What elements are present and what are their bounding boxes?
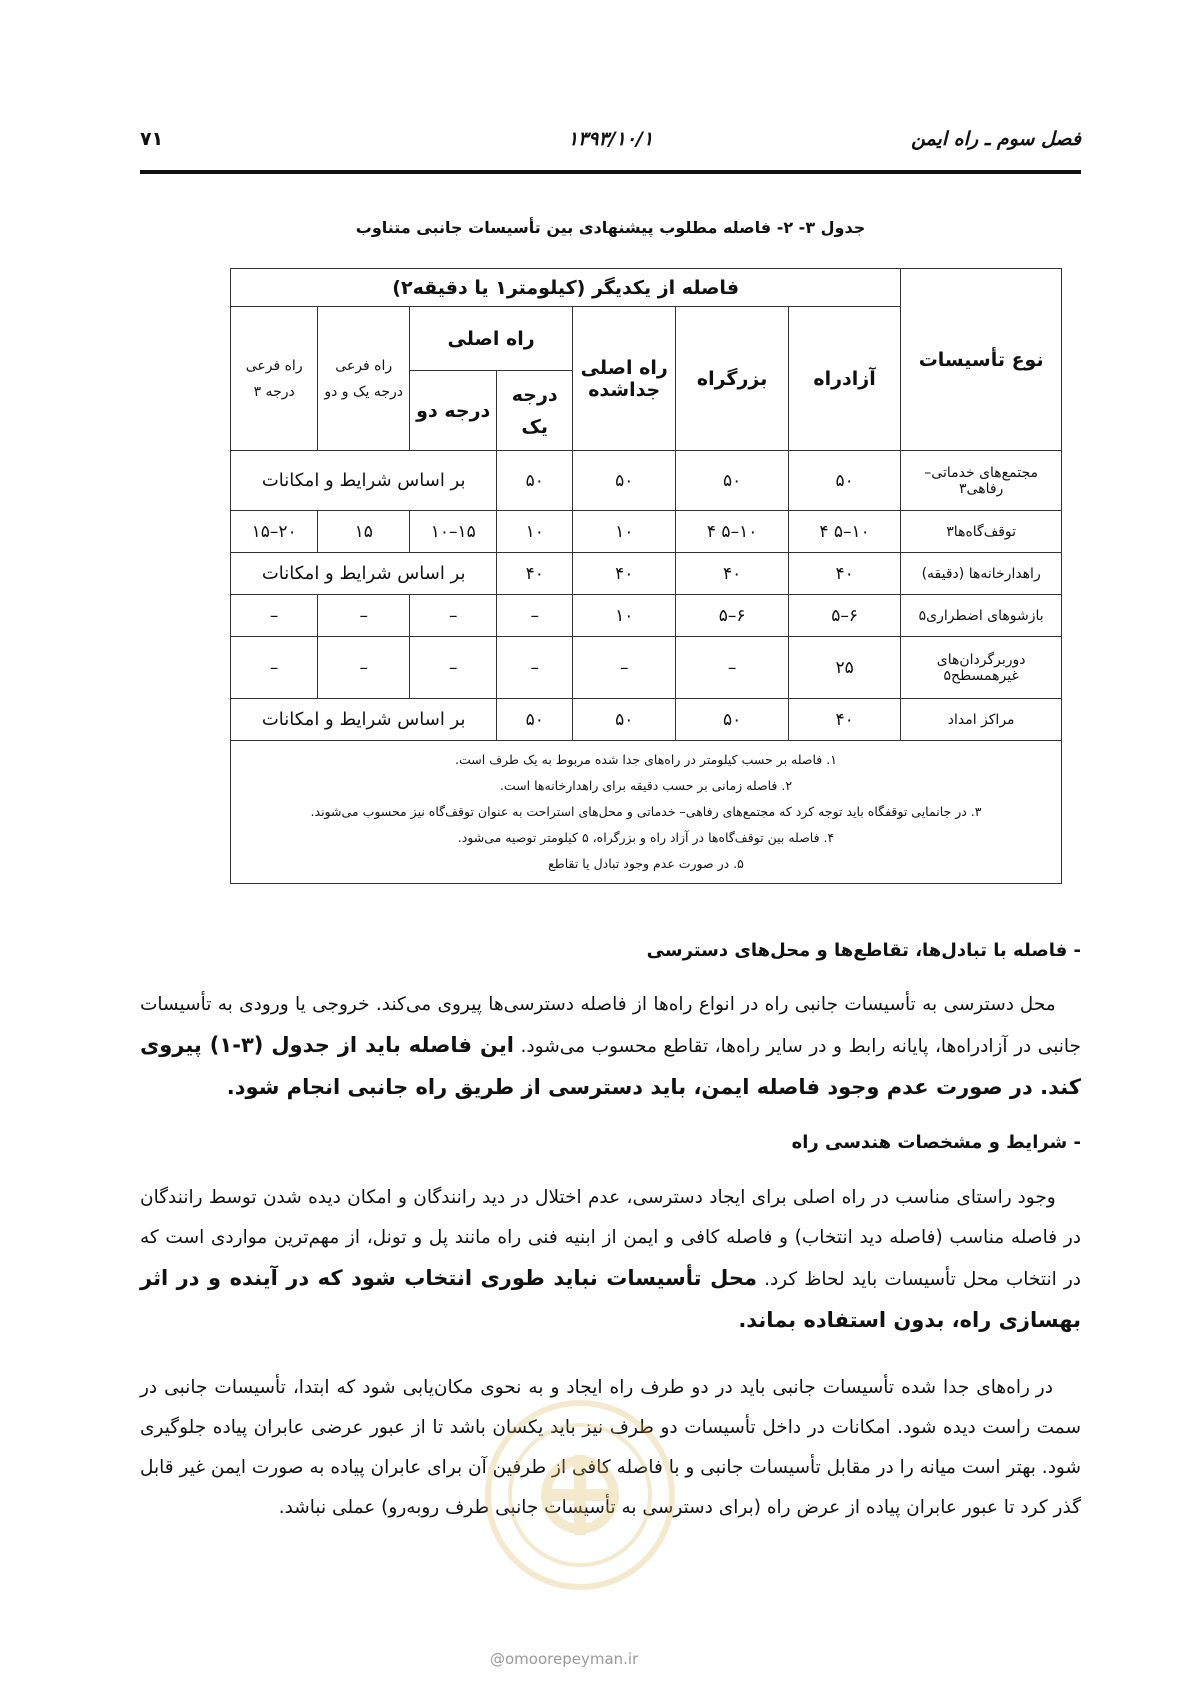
table-cell: ۶–۵ (676, 595, 788, 637)
row-label: مراکز امداد (901, 699, 1062, 741)
table-cell: ۵۰ (676, 451, 788, 511)
col-header-type: نوع تأسیسات (901, 269, 1062, 451)
section-heading: - فاصله با تبادل‌ها، تقاطع‌ها و محل‌های دسترسی (646, 940, 1081, 961)
table-cell: ۵۰ (573, 699, 676, 741)
facilities-distance-table (230, 268, 1062, 884)
paragraph-text: در راه‌های جدا شده تأسیسات جانبی باید در دو طرف راه ایجاد و به نحوی مکان‌یابی شود که ابتدا، تأسیسات جانبی در سمت راست دیده شود. امکانات در داخل تأسیسات دو طرف نیز باید یکسان باشد تا از عبور عرضی عابران پیاده جلوگیری شود. بهتر است میانه را در مقابل تأسیسات جانبی و با فاصله کافی از طرفین آن برای عابران پیاده به صورت ایمن غیر قابل گذر کرد تا عبور عابران پیاده از عرض راه (برای دسترسی به تأسیسات جانبی طرف روبه‌رو) عملی نباشد. (140, 1377, 1081, 1518)
table-cell: – (318, 595, 410, 637)
col-header-grade2: درجه دو (410, 371, 497, 451)
table-cell: ۴۰ (788, 699, 900, 741)
table-row (231, 451, 1062, 511)
table-cell: ۵۰ (497, 451, 573, 511)
table-cell: ۴۰ (573, 553, 676, 595)
table-cell: ۵۰ (573, 451, 676, 511)
table-cell: ۵۰ (788, 451, 900, 511)
col-header-group: فاصله از یکدیگر (کیلومتر۱ یا دقیقه۲) (231, 269, 901, 307)
table-cell: – (497, 595, 573, 637)
chapter-title: فصل سوم ـ راه ایمن (911, 128, 1081, 150)
table-note: ۴. فاصله بین توقف‌گاه‌ها در آزاد راه و بزرگراه، ۵ کیلومتر توصیه می‌شود. (457, 830, 835, 845)
section-paragraph (140, 1178, 1081, 1342)
table-cell: ۲۵ (788, 637, 900, 699)
table-row (231, 595, 1062, 637)
col-header-grade1: درجه یک (497, 371, 573, 451)
row-label: مجتمع‌های خدماتی– رفاهی۳ (901, 451, 1062, 511)
table-cell: ۴۰ (788, 553, 900, 595)
table-cell: ۱۰ (573, 511, 676, 553)
header-rule (140, 170, 1081, 174)
table-row (231, 511, 1062, 553)
table-cell: ۱۵ (318, 511, 410, 553)
paragraph-text: وجود راستای مناسب در راه اصلی برای ایجاد دسترسی، عدم اختلال در دید رانندگان و امکان دیده شدن توسط رانندگان در فاصله مناسب (فاصله دید انتخاب) و فاصله کافی و ایمن از ابنیه فنی راه مانند پل و تونل، از مهم‌ترین مواردی است که در انتخاب محل تأسیسات باید لحاظ کرد. (140, 1187, 1081, 1290)
row-label: بازشوهای اضطراری۵ (901, 595, 1062, 637)
table-row (231, 553, 1062, 595)
col-header-secondary12: راه فرعی درجه یک و دو (318, 307, 410, 451)
table-note: ۱. فاصله بر حسب کیلومتر در راه‌های جدا شده مربوط به یک طرف است. (455, 752, 837, 767)
table-cell: – (497, 637, 573, 699)
table-cell: ۲۰–۱۵ (231, 511, 318, 553)
running-header (140, 128, 1081, 168)
watermark-seal-icon (480, 1395, 680, 1595)
table-cell: ۱۵–۱۰ (410, 511, 497, 553)
table-cell: – (231, 595, 318, 637)
table-cell: ۶–۵ (788, 595, 900, 637)
row-label: راهدارخانه‌ها (دقیقه) (901, 553, 1062, 595)
header-date: ۱۳۹۳/۱۰/۱ (567, 128, 654, 150)
row-label: توقف‌گاه‌ها۳ (901, 511, 1062, 553)
paragraph-text: محل دسترسی به تأسیسات جانبی راه در انواع راه‌ها از فاصله دسترسی‌ها پیروی می‌کند. خروجی یا ورودی به تأسیسات جانبی در آزادراه‌ها، پایانه رابط و در سایر راه‌ها، تقاطع محسوب می‌شود. (140, 994, 1081, 1057)
table-cell: ۴۰ (497, 553, 573, 595)
table-cell: – (410, 595, 497, 637)
table-cell: ۴۰ (676, 553, 788, 595)
section-heading: - شرایط و مشخصات هندسی راه (791, 1132, 1081, 1153)
table-cell: ۱۰ (573, 595, 676, 637)
table-cell: ۱۰–۵ ۴ (676, 511, 788, 553)
table-cell: ۵۰ (676, 699, 788, 741)
col-header-secondary3: راه فرعی درجه ۳ (231, 307, 318, 451)
table-caption: جدول ۳- ۲- فاصله مطلوب پیشنهادی بین تأسیسات جانبی متناوب (355, 218, 866, 237)
table-notes (231, 741, 1062, 884)
page-number: ۷۱ (140, 128, 164, 150)
table-note: ۲. فاصله زمانی بر حسب دقیقه برای راهدارخانه‌ها است. (499, 778, 793, 793)
section-paragraph (140, 985, 1081, 1109)
table-cell-span: بر اساس شرایط و امکانات (231, 553, 497, 595)
table-cell-span: بر اساس شرایط و امکانات (231, 451, 497, 511)
paragraph-bold-text: این فاصله باید از جدول (۳-۱) پیروی کند. در صورت عدم وجود فاصله ایمن، باید دسترسی از طریق راه جانبی انجام شود. (140, 1033, 1081, 1099)
watermark-site-text: @omoorepeyman.ir (490, 1650, 639, 1668)
table-cell: ۵۰ (497, 699, 573, 741)
table-notes-row (231, 741, 1062, 884)
table-row (231, 699, 1062, 741)
table-note: ۵. در صورت عدم وجود تبادل یا تقاطع (548, 856, 744, 871)
table-cell: – (676, 637, 788, 699)
paragraph-bold-text: محل تأسیسات نباید طوری انتخاب شود که در آینده و در اثر بهسازی راه، بدون استفاده بماند. (140, 1266, 1081, 1332)
table-note: ۳. در جانمایی توقفگاه باید توجه کرد که مجتمع‌های رفاهی– خدماتی و محل‌های استراحت به عنوان توقف‌گاه نیز محسوب می‌شوند. (310, 804, 982, 819)
col-header-divided: راه اصلی جداشده (573, 307, 676, 451)
row-label: دوربرگردان‌های غیرهمسطح۵ (901, 637, 1062, 699)
table-cell-span: بر اساس شرایط و امکانات (231, 699, 497, 741)
table-cell: – (410, 637, 497, 699)
col-header-expressway: بزرگراه (676, 307, 788, 451)
col-header-main: راه اصلی (410, 307, 573, 371)
table-cell: – (573, 637, 676, 699)
table-cell: – (231, 637, 318, 699)
table-cell: – (318, 637, 410, 699)
col-header-freeway: آزادراه (788, 307, 900, 451)
table-cell: ۱۰–۵ ۴ (788, 511, 900, 553)
table-cell: ۱۰ (497, 511, 573, 553)
table-row (231, 637, 1062, 699)
